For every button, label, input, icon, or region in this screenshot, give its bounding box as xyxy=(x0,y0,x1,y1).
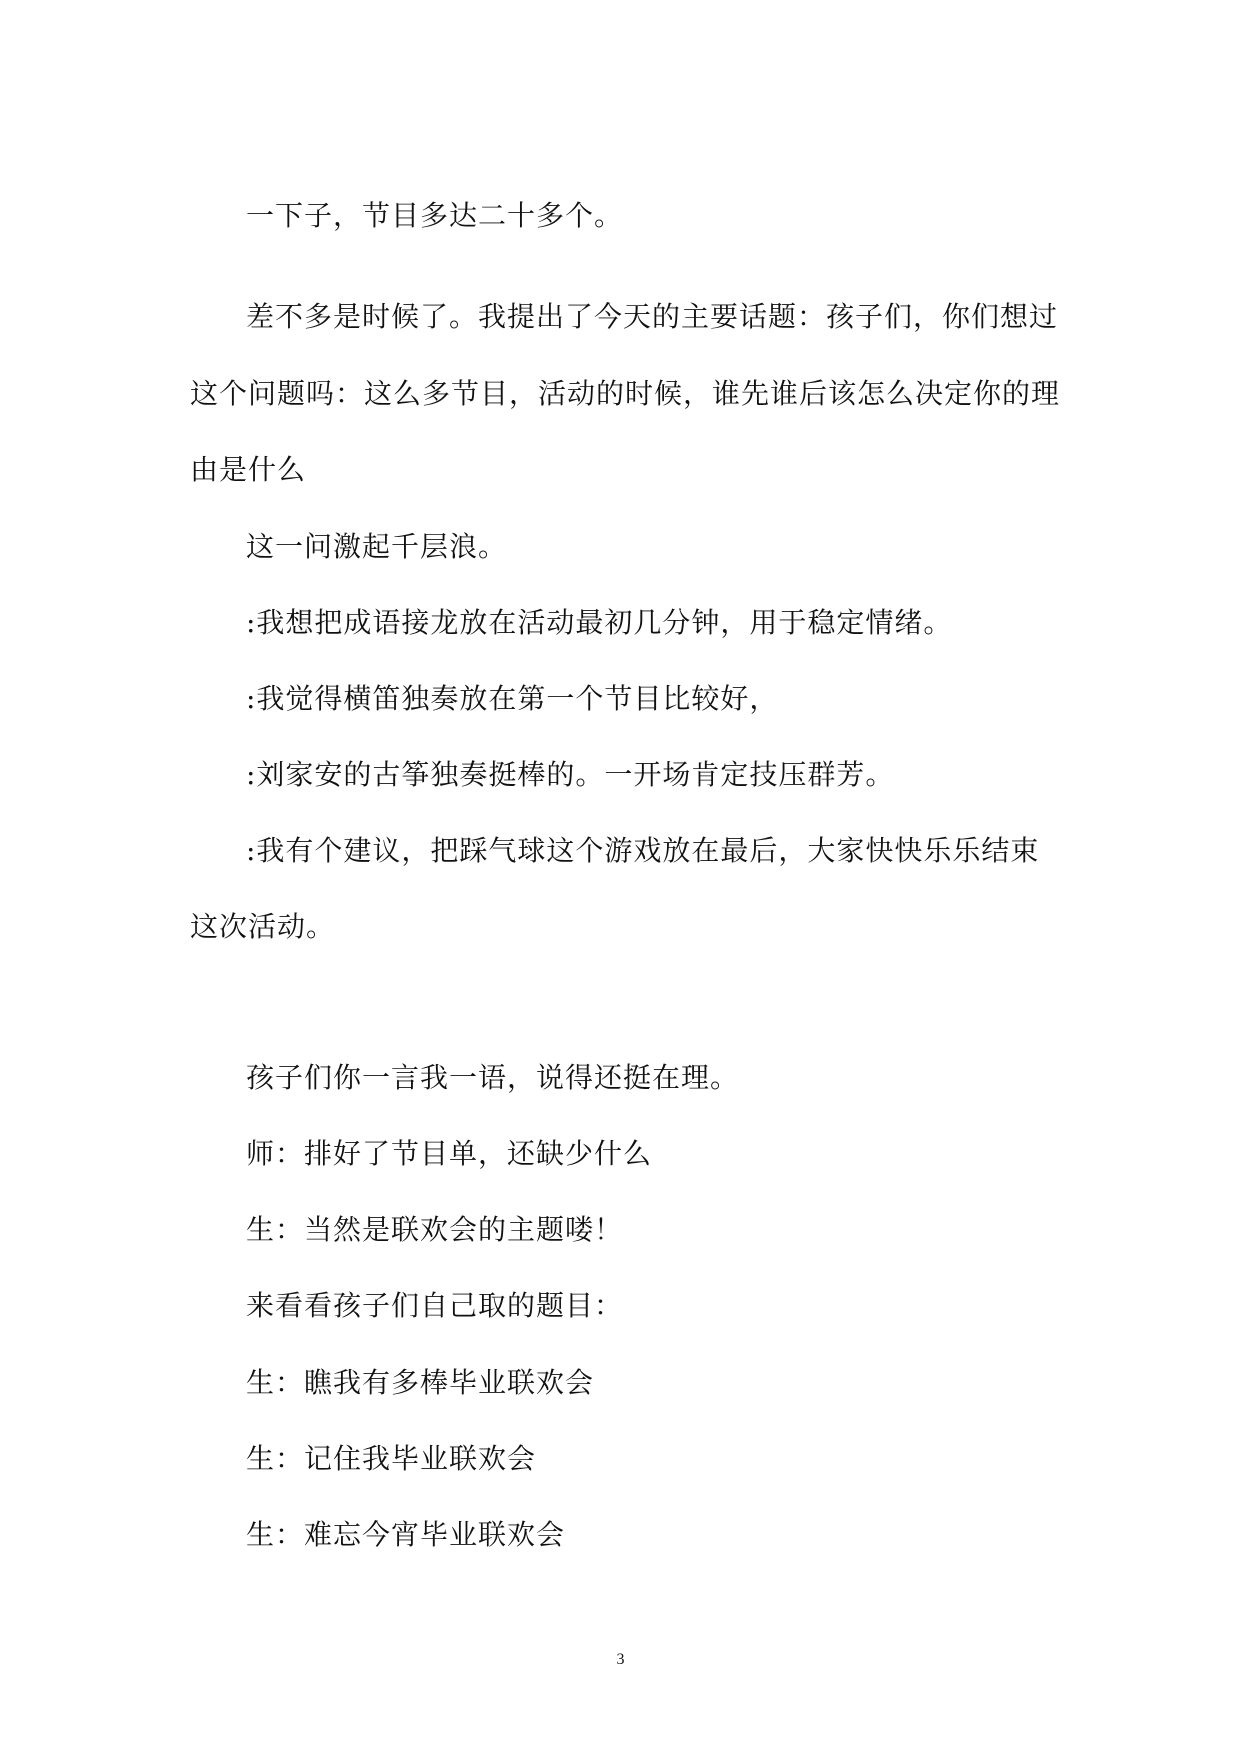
text-line: 师：排好了节目单，还缺少什么 xyxy=(246,1137,653,1170)
text-line: 这个问题吗：这么多节目，活动的时候，谁先谁后该怎么决定你的理 xyxy=(190,377,1061,410)
text-line: 差不多是时候了。我提出了今天的主要话题：孩子们，你们想过 xyxy=(246,300,1059,333)
text-line: 这一问激起千层浪。 xyxy=(246,530,508,563)
text-line: :刘家安的古筝独奏挺棒的。一开场肯定技压群芳。 xyxy=(246,758,895,791)
text-line: 孩子们你一言我一语，说得还挺在理。 xyxy=(246,1061,740,1094)
text-line: 生：瞧我有多棒毕业联欢会 xyxy=(246,1366,595,1399)
text-line: 生：记住我毕业联欢会 xyxy=(246,1442,537,1475)
text-line: 来看看孩子们自己取的题目： xyxy=(246,1289,624,1322)
text-line: :我觉得横笛独奏放在第一个节目比较好， xyxy=(246,682,779,715)
page-number: 3 xyxy=(616,1651,625,1668)
text-line: 生：难忘今宵毕业联欢会 xyxy=(246,1518,566,1551)
text-line: 由是什么 xyxy=(190,453,307,486)
text-line: 生：当然是联欢会的主题喽！ xyxy=(246,1213,624,1246)
text-line: 这次活动。 xyxy=(190,910,336,943)
text-line: :我有个建议，把踩气球这个游戏放在最后，大家快快乐乐结束 xyxy=(246,834,1040,867)
text-line: :我想把成语接龙放在活动最初几分钟，用于稳定情绪。 xyxy=(246,606,953,639)
text-line: 一下子，节目多达二十多个。 xyxy=(246,199,624,232)
